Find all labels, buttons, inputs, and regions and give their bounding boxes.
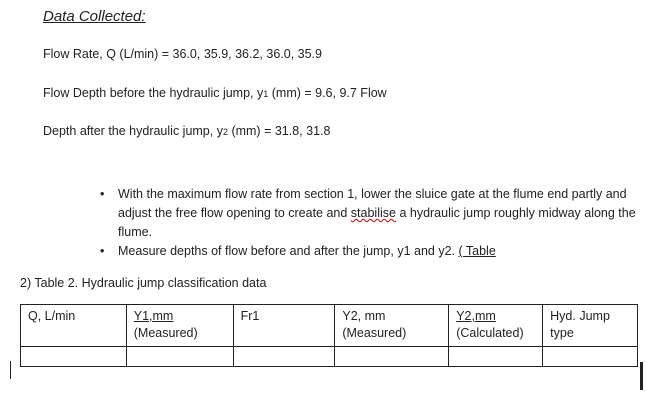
- flow-rate-text: Flow Rate, Q (L/min) = 36.0, 35.9, 36.2, 36.0, 35.9: [43, 47, 322, 61]
- header-jump-label: Hyd. Jump: [550, 309, 610, 323]
- bullet-1-part-b: a hydraulic jump roughly midway along the flume.: [118, 206, 636, 239]
- header-cell-q[interactable]: [21, 305, 127, 347]
- header-cell-y1[interactable]: [126, 305, 233, 347]
- depth-after-values: (mm) = 31.8, 31.8: [227, 124, 331, 138]
- header-q-label: Q, L/min: [28, 309, 76, 323]
- bullet-2-part-a: Measure depths of flow before and after the jump, y1 and y2.: [118, 244, 459, 258]
- instruction-list: [96, 185, 636, 261]
- header-fr1-label: Fr1: [240, 309, 260, 323]
- depth-before-line: [43, 86, 387, 100]
- depth-after-subscript: 2: [222, 127, 228, 137]
- table-row: [21, 347, 638, 367]
- bullet-1-part-a: With the maximum flow rate from section 1, lower the sluice gate at the flume end partly and adjust the free flow opening to create and: [118, 187, 627, 220]
- bullet-text-2: [118, 242, 636, 261]
- header-cell-jump-type[interactable]: [543, 305, 638, 347]
- list-item: [96, 185, 636, 242]
- text-cursor-left: [10, 361, 11, 379]
- flow-rate-line: [43, 47, 322, 61]
- jump-classification-table: [20, 304, 638, 367]
- header-y2m-note: (Measured): [342, 326, 407, 340]
- list-item: [96, 242, 636, 261]
- table-cell[interactable]: [449, 347, 543, 367]
- header-y2c-label: Y2,mm: [456, 309, 496, 323]
- bullet-icon: •: [100, 244, 105, 258]
- table-cell[interactable]: [543, 347, 638, 367]
- header-y2c-note: (Calculated): [456, 326, 524, 340]
- header-cell-fr1[interactable]: [233, 305, 335, 347]
- table-caption: 2) Table 2. Hydraulic jump classification data: [20, 276, 267, 290]
- depth-before-subscript: 1: [263, 89, 269, 99]
- depth-after-text: Depth after the hydraulic jump, y: [43, 124, 223, 138]
- text-cursor-right: [640, 362, 643, 390]
- header-y1-note: (Measured): [133, 326, 198, 340]
- depth-before-values: (mm) = 9.6, 9.7 Flow: [268, 86, 387, 100]
- depth-after-line: [43, 124, 330, 138]
- header-y2m-label: Y2, mm: [342, 309, 386, 323]
- table-header-row: [21, 305, 638, 347]
- header-cell-y2-measured[interactable]: [335, 305, 449, 347]
- header-jump-note: type: [550, 326, 574, 340]
- bullet-text-1: [118, 185, 636, 242]
- table-cell[interactable]: [21, 347, 127, 367]
- section-heading: Data Collected:: [43, 8, 146, 25]
- header-cell-y2-calculated[interactable]: [449, 305, 543, 347]
- spellcheck-word: stabilise: [350, 206, 396, 220]
- table-cell[interactable]: [335, 347, 449, 367]
- header-y1-label: Y1,mm: [133, 309, 174, 323]
- table-cell[interactable]: [233, 347, 335, 367]
- table-cell[interactable]: [126, 347, 233, 367]
- bullet-icon: •: [100, 187, 105, 201]
- table-reference-link[interactable]: ( Table: [458, 244, 496, 258]
- depth-before-text: Flow Depth before the hydraulic jump, y: [43, 86, 264, 100]
